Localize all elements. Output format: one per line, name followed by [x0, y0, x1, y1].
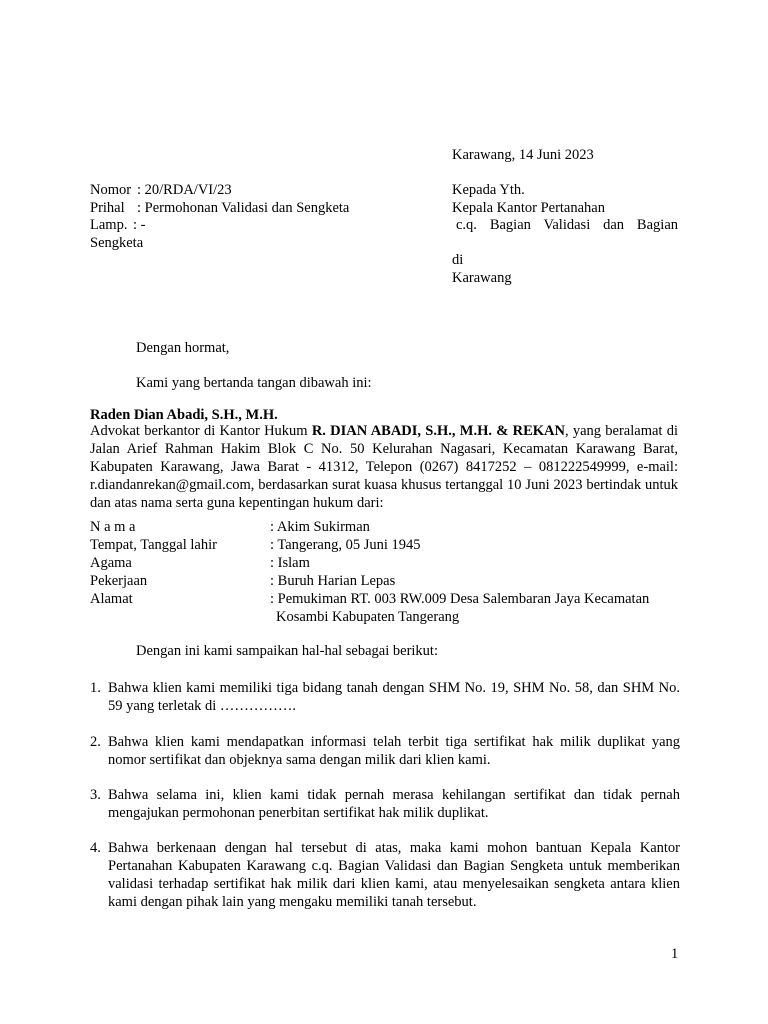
list-item-number: 4.: [90, 840, 101, 856]
advocate-paragraph: [90, 422, 678, 512]
list-item: [90, 679, 680, 715]
list-item-text: Bahwa berkenaan dengan hal tersebut di atas, maka kami mohon bantuan Kepala Kantor Pertanahan Kabupaten Karawang c.q. Bagian Validasi dan Bagian Sengketa untuk memberikan validasi terhadap sertifikat hak milik dari klien kami, atau menyelesaikan sengketa antara klien kami dengan pihak lain yang mengaku memiliki tanah tersebut.: [108, 840, 680, 910]
recipient-line-4: di: [452, 252, 464, 268]
points-intro: Dengan ini kami sampaikan hal-hal sebagai berikut:: [136, 643, 438, 659]
list-item: [90, 733, 680, 769]
client-label: Agama: [90, 555, 132, 571]
client-row-address: [90, 590, 680, 608]
lamp-value: : -: [133, 217, 146, 233]
list-item-number: 2.: [90, 734, 101, 750]
client-label: Pekerjaan: [90, 573, 148, 589]
recipient-line-2: Kepala Kantor Pertanahan: [452, 200, 605, 216]
client-row-birth: [90, 536, 680, 554]
prihal-label: Prihal: [90, 200, 125, 216]
client-row-name: [90, 518, 680, 536]
list-item-number: 3.: [90, 787, 101, 803]
client-row-occupation: [90, 572, 680, 590]
client-row-address-cont: [90, 608, 680, 626]
client-label: Alamat: [90, 591, 133, 607]
client-row-religion: [90, 554, 680, 572]
list-item-text: Bahwa klien kami mendapatkan informasi telah terbit tiga sertifikat hak milik duplikat yang nomor sertifikat dan objeknya sama dengan milik dari klien kami.: [108, 734, 680, 768]
lamp-label: Lamp.: [90, 217, 128, 233]
letter-date: Karawang, 14 Juni 2023: [452, 147, 594, 163]
client-value: : Tangerang, 05 Juni 1945: [270, 537, 421, 553]
recipient-line-3: c.q. Bagian Validasi dan Bagian: [456, 217, 678, 233]
greeting: Dengan hormat,: [136, 340, 230, 356]
advocate-body-pre: Advokat berkantor di Kantor Hukum: [90, 423, 312, 439]
client-value: : Islam: [270, 555, 310, 571]
page-number: 1: [671, 946, 679, 962]
list-item-text: Bahwa selama ini, klien kami tidak pernah merasa kehilangan sertifikat dan tidak pernah mengajukan permohonan penerbitan sertifikat hak milik duplikat.: [108, 787, 680, 821]
client-value: : Pemukiman RT. 003 RW.009 Desa Salembaran Jaya Kecamatan: [270, 591, 650, 607]
client-value: : Buruh Harian Lepas: [270, 573, 396, 589]
client-value-cont: Kosambi Kabupaten Tangerang: [276, 609, 460, 625]
recipient-line-5: Karawang: [452, 270, 512, 286]
nomor-label: Nomor: [90, 182, 132, 198]
intro-text: Kami yang bertanda tangan dibawah ini:: [136, 375, 372, 391]
client-label: Tempat, Tanggal lahir: [90, 537, 217, 553]
list-item-number: 1.: [90, 680, 101, 696]
advocate-body-post: , yang beralamat di Jalan Arief Rahman Hakim Blok C No. 50 Kelurahan Nagasari, Kecamatan Karawang Barat, Kabupaten Karawang, Jawa Barat - 41312, Telepon (0267) 8417252 – 081222549999, e-mail: r.diandanrekan@gmail.com, berdasarkan surat kuasa khusus tertanggal 10 Juni 2023 bertindak untuk dan atas nama serta guna kepentingan hukum dari:: [90, 423, 678, 511]
client-label: N a m a: [90, 519, 136, 535]
recipient-line-1: Kepada Yth.: [452, 182, 525, 198]
prihal-value: : Permohonan Validasi dan Sengketa: [137, 200, 350, 216]
nomor-value: : 20/RDA/VI/23: [137, 182, 232, 198]
list-item: [90, 786, 680, 822]
list-item: [90, 839, 680, 911]
prihal-overflow: Sengketa: [90, 235, 144, 251]
client-value: : Akim Sukirman: [270, 519, 370, 535]
list-item-text: Bahwa klien kami memiliki tiga bidang tanah dengan SHM No. 19, SHM No. 58, dan SHM No. 59 yang terletak di …………….: [108, 680, 680, 714]
advocate-name: Raden Dian Abadi, S.H., M.H.: [90, 407, 278, 423]
firm-name: R. DIAN ABADI, S.H., M.H. & REKAN: [311, 423, 565, 439]
